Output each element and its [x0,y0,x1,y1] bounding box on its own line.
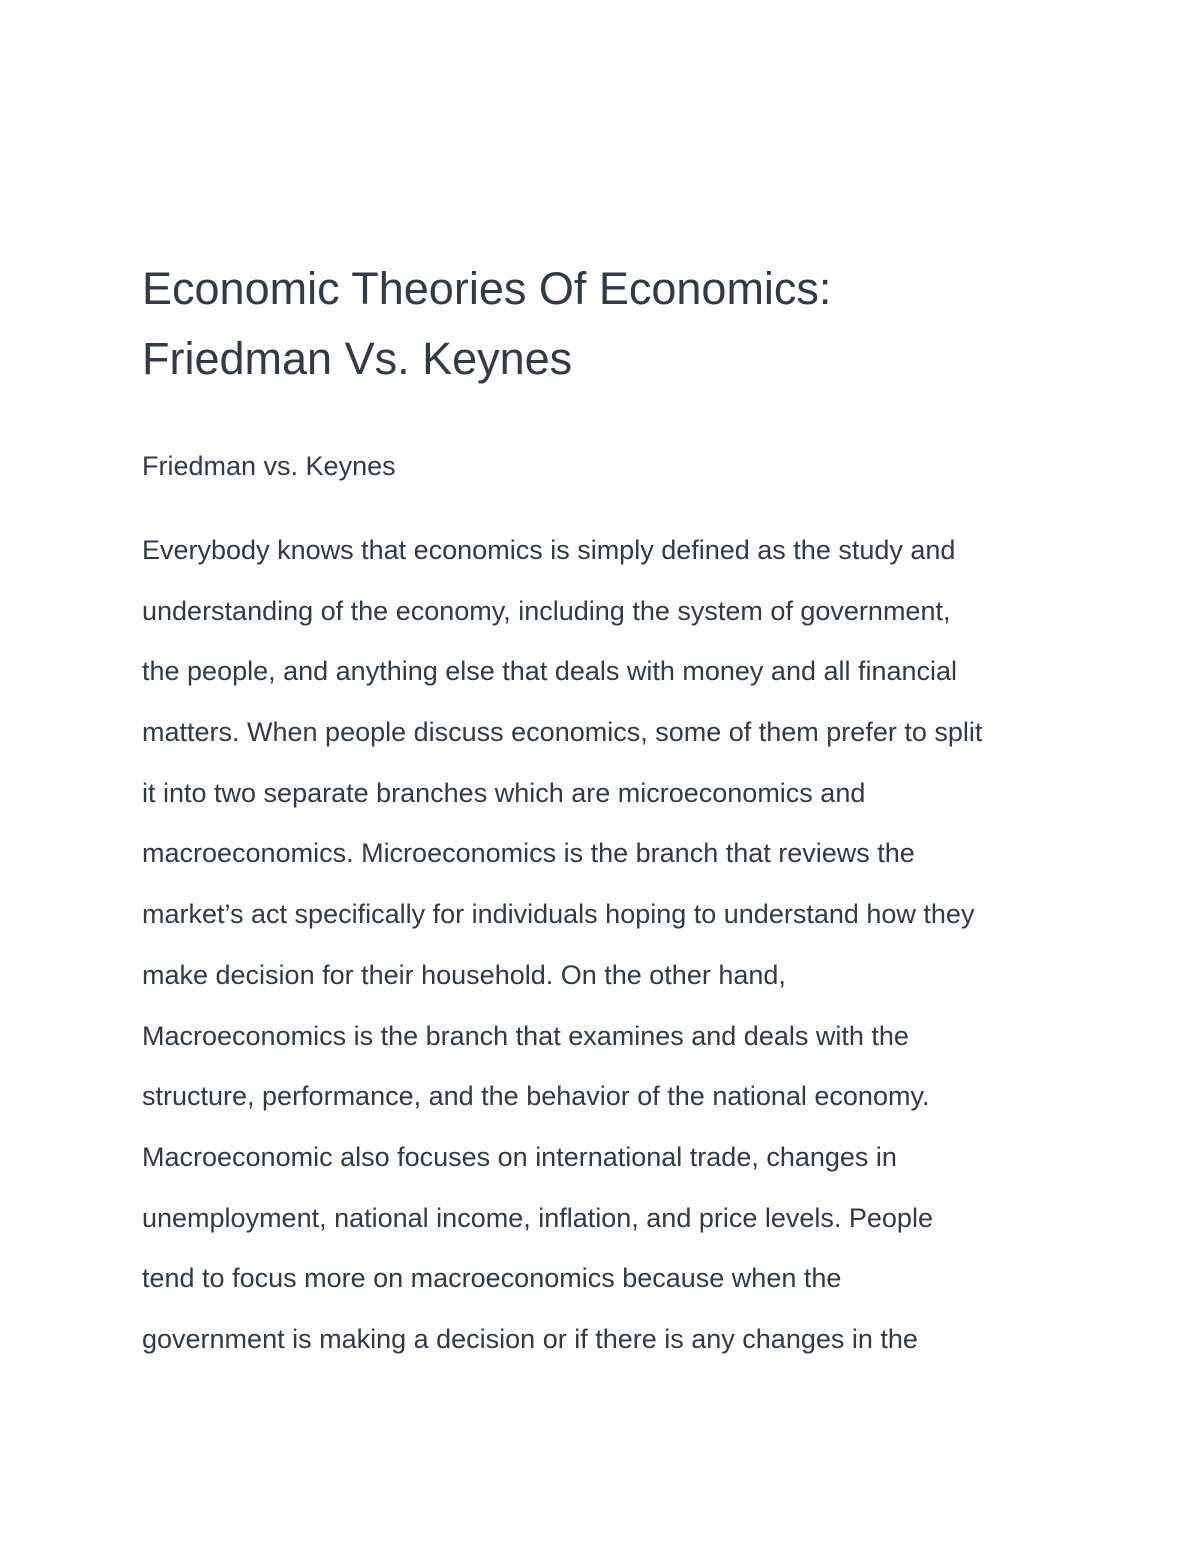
body-line: market’s act specifically for individuals hoping to understand how they [142,899,975,930]
body-line: understanding of the economy, including the system of government, [142,595,951,626]
body-line: it into two separate branches which are microeconomics and [142,777,866,808]
body-line: Macroeconomics is the branch that examines and deals with the [142,1020,909,1051]
body-line: make decision for their household. On the other hand, [142,959,786,990]
body-line: government is making a decision or if there is any changes in the [142,1323,918,1354]
document-title [142,254,1102,394]
body-paragraph [142,520,1102,1370]
body-line: Macroeconomic also focuses on international trade, changes in [142,1141,897,1172]
body-line: matters. When people discuss economics, some of them prefer to split [142,717,983,748]
title-line-1: Economic Theories Of Economics: [142,263,832,314]
body-line: structure, performance, and the behavior of the national economy. [142,1081,930,1112]
body-line: tend to focus more on macroeconomics because when the [142,1263,842,1294]
title-line-2: Friedman Vs. Keynes [142,333,573,384]
body-line: the people, and anything else that deals with money and all financial [142,656,958,687]
document-subtitle: Friedman vs. Keynes [142,451,396,481]
body-line: macroeconomics. Microeconomics is the branch that reviews the [142,838,915,869]
body-line: unemployment, national income, inflation, and price levels. People [142,1202,933,1233]
body-line: Everybody knows that economics is simply defined as the study and [142,535,956,565]
